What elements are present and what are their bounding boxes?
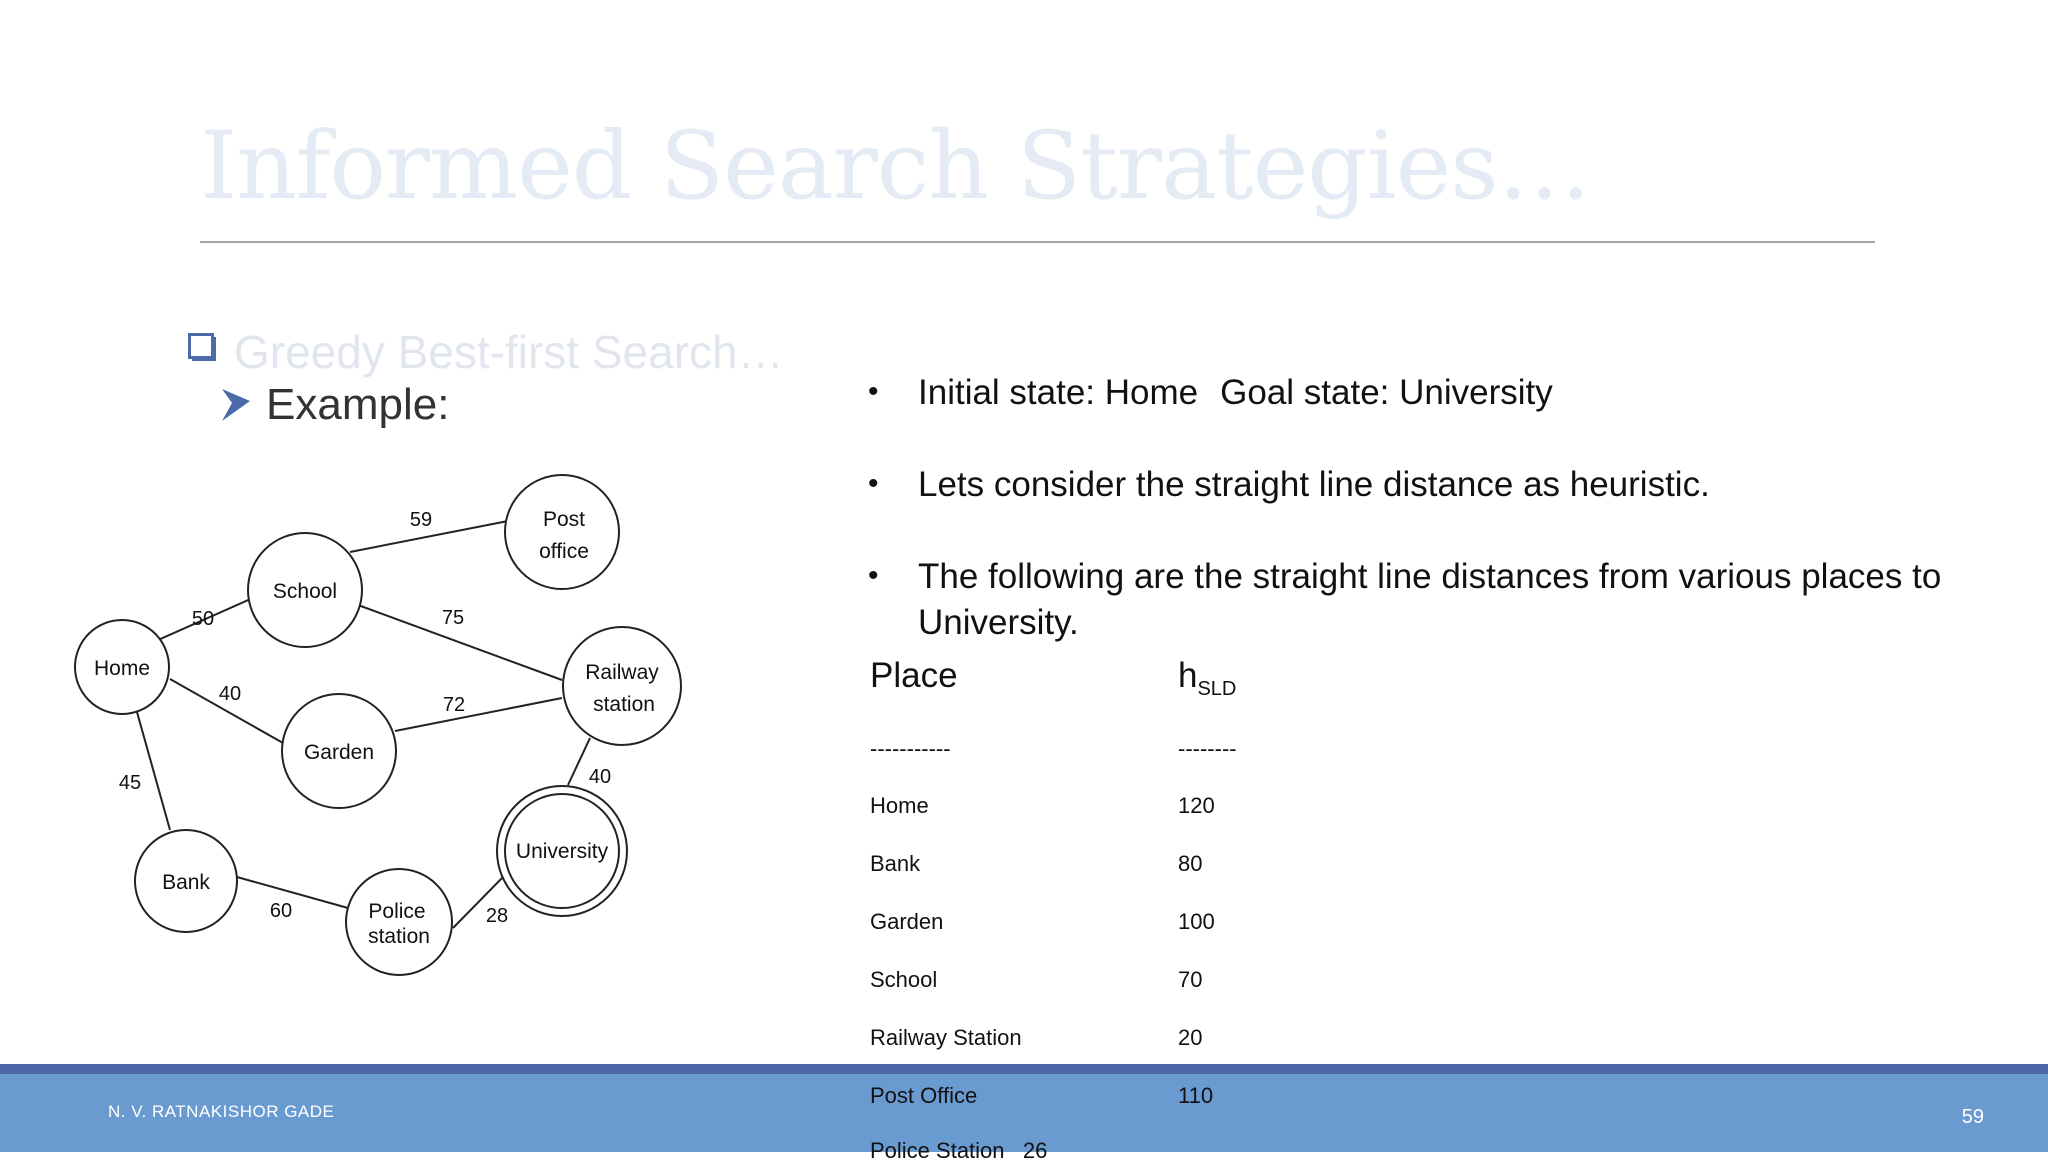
table-cell-place: Garden (870, 909, 944, 934)
bullet-level-2-text: Example: (266, 380, 450, 429)
bullet-level-2 (220, 380, 449, 430)
table-cell-h: 100 (1178, 909, 1215, 934)
table-header-h: $h_{SLD}$ (1178, 656, 1237, 700)
initial-state-text: Initial state: Home (918, 373, 1199, 412)
edge-home-bank (137, 712, 170, 830)
edge-weight-garden-rail: 72 (442, 694, 466, 716)
table-cell-h: 70 (1178, 967, 1203, 992)
info-bullet-distances (868, 554, 2018, 646)
edge-weight-rail-univ: 40 (588, 766, 612, 788)
bullet-level-1 (188, 315, 784, 379)
distances-text-line-1: The following are the straight line distances from various places to (918, 557, 1942, 596)
table-cell-place: School (870, 967, 938, 992)
table-cell-place: Railway Station (870, 1025, 1022, 1050)
edge-weight-school-rail: 75 (441, 607, 465, 629)
node-label-rail-1: Railway (585, 661, 659, 684)
node-label-rail-2: station (593, 693, 655, 716)
edge-weight-bank-police: 60 (269, 900, 293, 922)
node-label-bank: Bank (162, 871, 210, 894)
table-cell-place: Bank (870, 851, 921, 876)
goal-state-text: Goal state: University (1220, 373, 1553, 412)
node-label-post-2: office (539, 540, 589, 563)
edge-weight-police-univ: 28 (485, 905, 509, 927)
node-label-police-1: Police (368, 900, 426, 923)
page-number: 59 (1961, 1106, 1984, 1128)
bullet-dot: • (868, 467, 879, 500)
arrow-bullet-icon (220, 387, 252, 423)
distances-text-line-2: University. (918, 603, 1079, 642)
table-cell-place: Home (870, 793, 929, 818)
edge-weight-home-bank: 45 (118, 772, 142, 794)
heuristic-text: Lets consider the straight line distance as heuristic. (918, 465, 1710, 504)
node-railway-station (563, 627, 681, 745)
table-cell-place: Post Office (870, 1083, 978, 1108)
node-label-home: Home (93, 657, 151, 680)
bullet-dot: • (868, 559, 879, 592)
slide-title: Informed Search Strategies… (200, 112, 1591, 221)
footer-author: N. V. RATNAKISHOR GADE (108, 1102, 335, 1121)
edge-garden-rail (395, 698, 562, 731)
node-label-garden: Garden (303, 741, 375, 764)
square-bullet-icon (188, 333, 216, 361)
table-cell-h: 20 (1178, 1025, 1203, 1050)
city-graph-diagram (55, 460, 695, 980)
node-label-university: University (515, 840, 609, 863)
edge-weight-home-garden: 40 (218, 683, 242, 705)
info-bullet-heuristic (868, 462, 2018, 508)
table-cell-h: 110 (1178, 1083, 1214, 1108)
node-label-school: School (272, 580, 338, 603)
table-header-h-subscript: SLD (1197, 678, 1237, 700)
bullet-dot: • (868, 375, 879, 408)
edge-weight-home-school: 50 (191, 608, 215, 630)
table-dash-place: ----------- (870, 736, 951, 761)
bullet-level-1-text: Greedy Best-first Search… (234, 326, 784, 378)
table-dash-h: -------- (1178, 736, 1237, 761)
node-post-office (505, 475, 619, 589)
table-header-place: Place (870, 656, 958, 695)
table-cell-h: 80 (1178, 851, 1203, 876)
edge-rail-univ (568, 738, 590, 785)
edge-weight-school-post: 59 (409, 509, 433, 531)
node-label-police-2: station (368, 925, 430, 948)
table-cell-h: 120 (1178, 793, 1215, 818)
node-label-post-1: Post (542, 508, 586, 531)
table-row-partial: Police Station 26 (870, 1138, 1048, 1163)
title-divider (200, 241, 1875, 243)
edge-bank-police (237, 877, 348, 908)
footer-accent-line (0, 1064, 2048, 1074)
info-bullet-states (868, 370, 2018, 416)
